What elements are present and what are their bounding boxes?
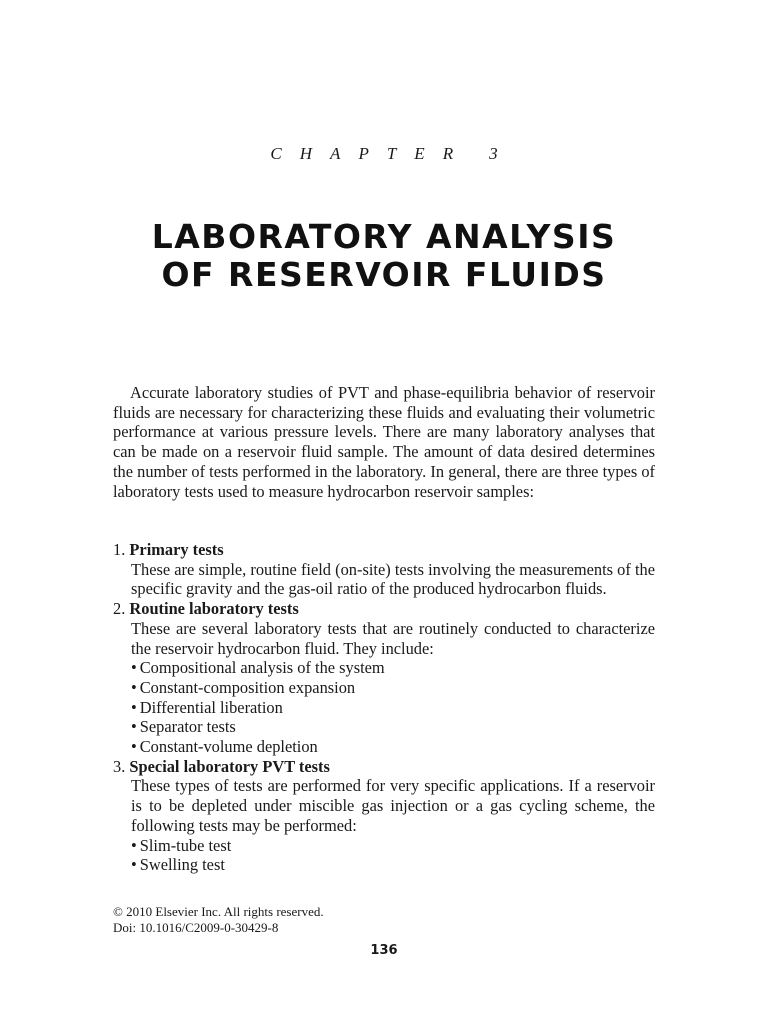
chapter-letter: T [386, 144, 397, 163]
list-item-title: Special laboratory PVT tests [129, 756, 330, 776]
bullet-item [131, 717, 655, 737]
bullet-item [131, 678, 655, 698]
intro-paragraph: Accurate laboratory studies of PVT and phase-equilibria behavior of reservoir fluids are necessary for characterizing these fluids and evaluating their volumetric performance at various pressure levels. There are many laboratory analyses that can be made on a reservoir fluid sample. The amount of data desired determines the number of tests performed in the laboratory. In general, there are three types of laboratory tests used to measure hydrocarbon reservoir samples: [113, 383, 655, 501]
list-item [113, 599, 655, 757]
list-item [113, 540, 655, 599]
list-item-number: 1. [113, 540, 126, 559]
chapter-letter: P [358, 144, 369, 163]
list-item-heading [113, 757, 655, 777]
chapter-label [0, 144, 768, 164]
bullet-icon: • [131, 835, 137, 855]
bullet-icon: • [131, 658, 137, 678]
footer-note [113, 904, 324, 935]
bullet-text: Compositional analysis of the system [139, 658, 385, 678]
chapter-letter: H [299, 144, 313, 163]
chapter-title [0, 218, 768, 294]
page-number: 136 [370, 943, 398, 958]
bullet-item [131, 737, 655, 757]
bullet-text: Slim-tube test [139, 835, 232, 855]
bullet-text: Separator tests [139, 717, 236, 737]
list-item-number: 3. [113, 756, 126, 776]
chapter-number: 3 [489, 144, 498, 163]
copyright-notice: © 2010 Elsevier Inc. All rights reserved. [113, 904, 324, 919]
list-item-body: These are several laboratory tests that are routinely conducted to characterize the reservoir hydrocarbon fluid. They include: [131, 618, 655, 658]
chapter-title-line-2: OF RESERVOIR FLUIDS [161, 255, 607, 294]
bullet-item [131, 698, 655, 718]
chapter-letter: R [442, 144, 454, 163]
bullet-item [131, 658, 655, 678]
chapter-letter: A [330, 144, 341, 163]
chapter-title-line-1: LABORATORY ANALYSIS [151, 217, 617, 256]
chapter-letter: C [270, 144, 282, 163]
chapter-letter: E [414, 144, 425, 163]
list-item-body: These are simple, routine field (on-site) tests involving the measurements of the specific gravity and the gas-oil ratio of the produced hydrocarbon fluids. [131, 559, 655, 599]
list-item [113, 757, 655, 875]
bullet-text: Differential liberation [139, 697, 283, 717]
bullet-icon: • [131, 717, 137, 737]
bullet-text: Constant-volume depletion [139, 737, 318, 757]
list-item-title: Primary tests [129, 540, 224, 559]
list-item-heading [113, 540, 655, 560]
bullet-text: Constant-composition expansion [139, 677, 356, 697]
bullet-item [131, 855, 655, 875]
list-item-body: These types of tests are performed for very specific applications. If a reservoir is to be depleted under miscible gas injection or a gas cycling scheme, the following tests may be performed: [131, 776, 655, 835]
bullet-icon: • [131, 855, 137, 875]
list-item-heading [113, 599, 655, 619]
list-item-number: 2. [113, 599, 126, 619]
bullet-text: Swelling test [139, 855, 225, 875]
bullet-icon: • [131, 697, 137, 717]
bullet-icon: • [131, 677, 137, 697]
doi-reference: Doi: 10.1016/C2009-0-30429-8 [113, 919, 279, 935]
bullet-icon: • [131, 737, 137, 757]
bullet-item [131, 836, 655, 856]
list-item-title: Routine laboratory tests [129, 599, 299, 619]
test-types-list [113, 540, 655, 875]
